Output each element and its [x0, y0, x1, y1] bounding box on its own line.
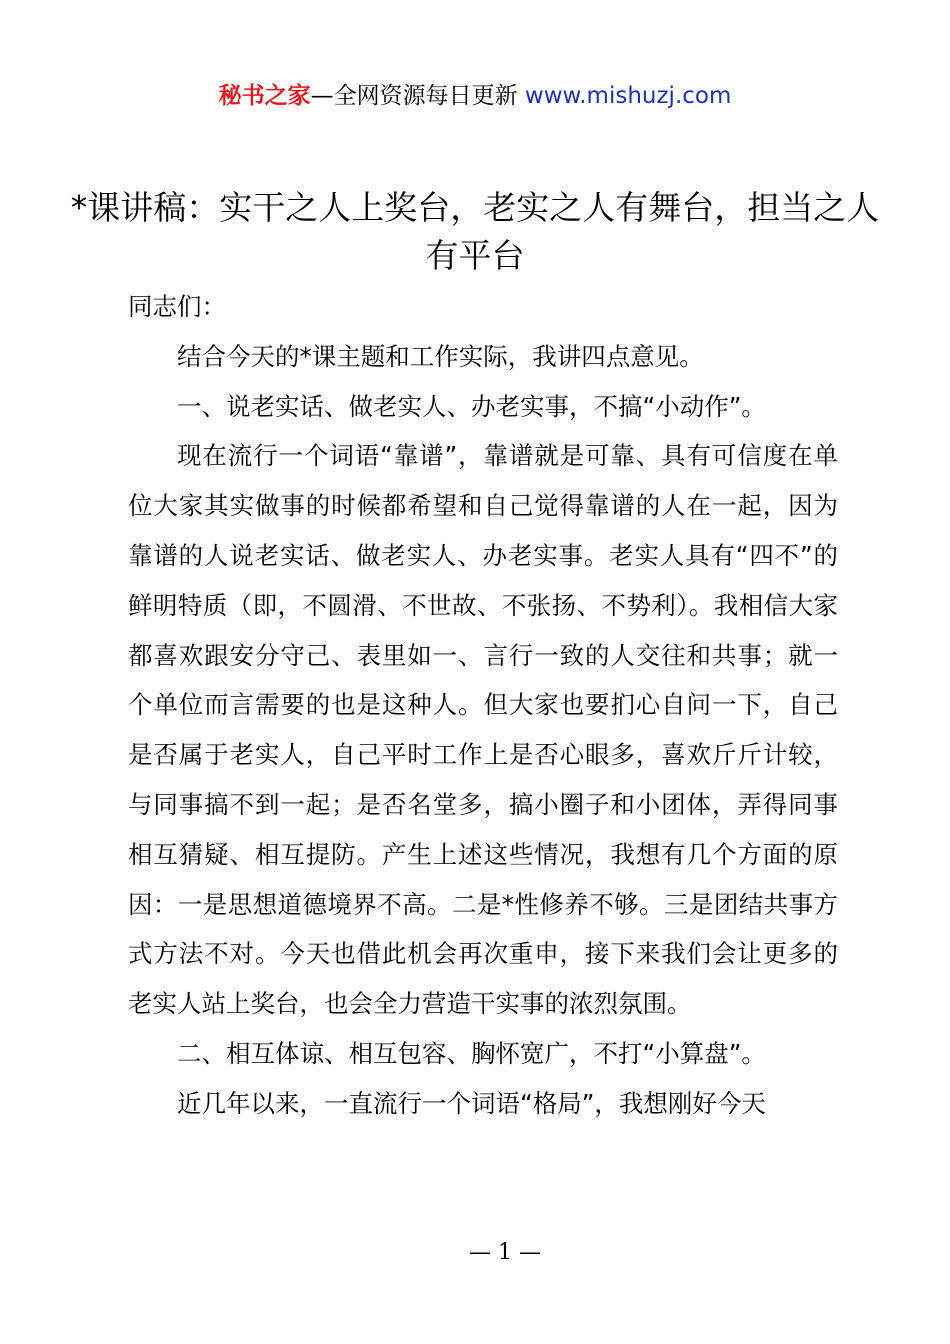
section-heading-2: 二、相互体谅、相互包容、胸怀宽广，不打“小算盘”。: [177, 1038, 766, 1068]
page-number: — 1 —: [469, 1240, 541, 1265]
document-body: [128, 282, 838, 1129]
section-heading-1: 一、说老实话、做老实人、办老实事，不搞“小动作”。: [177, 391, 766, 421]
site-url-link[interactable]: www.mishuzj.com: [524, 83, 732, 109]
paragraph-body-1: 现在流行一个词语“靠谱”，靠谱就是可靠、具有可信度在单位大家其实做事的时候都希望和自己觉得靠谱的人在一起，因为靠谱的人说老实话、做老实人、办老实事。老实人具有“四不”的鲜明特质（即，不圆滑、不世故、不张扬、不势利）。我相信大家都喜欢跟安分守己、表里如一、言行一致的人交往和共事；就一个单位而言需要的也是这种人。但大家也要扪心自问一下，自己是否属于老实人，自己平时工作上是否心眼多，喜欢斤斤计较，与同事搞不到一起；是否名堂多，搞小圈子和小团体，弄得同事相互猜疑、相互提防。产生上述这些情况，我想有几个方面的原因：一是思想道德境界不高。二是*性修养不够。三是团结共事方式方法不对。今天也借此机会再次重申，接下来我们会让更多的老实人站上奖台，也会全力营造干实事的浓烈氛围。: [128, 441, 838, 1019]
salutation: 同志们：: [128, 292, 226, 321]
site-brand: 秘书之家: [218, 83, 311, 109]
site-slogan: —全网资源每日更新: [310, 83, 525, 109]
paragraph-intro: 结合今天的*课主题和工作实际，我讲四点意见。: [177, 341, 704, 371]
site-header: [0, 80, 950, 112]
paragraph-body-2: 近几年以来，一直流行一个词语“格局”，我想刚好今天: [177, 1088, 766, 1118]
document-title: *课讲稿：实干之人上奖台，老实之人有舞台，担当之人有平台: [70, 188, 880, 275]
